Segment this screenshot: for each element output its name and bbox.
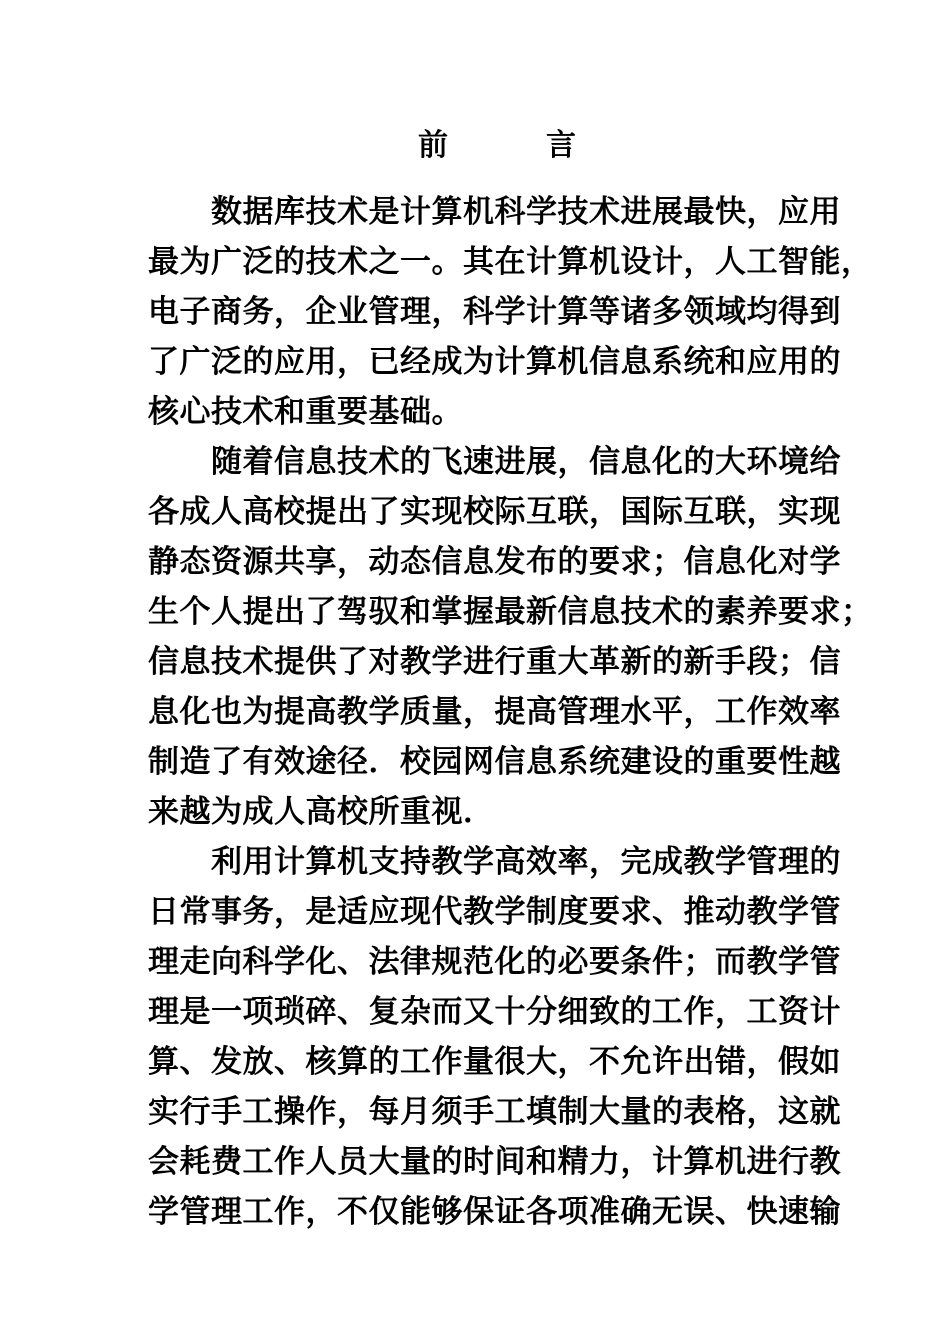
paragraph-2-line-3: 静态资源共享，动态信息发布的要求；信息化对学: [148, 544, 841, 580]
paragraph-3-line-4: 理是一项琐碎、复杂而又十分细致的工作，工资计: [148, 994, 841, 1030]
paragraph-2-line-4: 生个人提出了驾驭和掌握最新信息技术的素养要求；: [148, 594, 873, 630]
paragraph-1-line-3: 电子商务，企业管理，科学计算等诸多领域均得到: [148, 294, 841, 330]
paragraph-2-line-6: 息化也为提高教学质量，提高管理水平，工作效率: [148, 694, 841, 730]
paragraph-3-line-7: 会耗费工作人员大量的时间和精力，计算机进行教: [148, 1144, 841, 1180]
paragraph-1-line-1: 数据库技术是计算机科学技术进展最快，应用: [211, 194, 841, 230]
preface-title: [0, 122, 950, 172]
paragraph-2-line-8: 来越为成人高校所重视．: [148, 794, 495, 830]
paragraph-2-line-5: 信息技术提供了对教学进行重大革新的新手段；信: [148, 644, 841, 680]
paragraph-3-line-8: 学管理工作，不仅能够保证各项准确无误、快速输: [148, 1194, 841, 1230]
title-char-2: 言: [546, 128, 576, 163]
paragraph-3-line-5: 算、发放、核算的工作量很大，不允许出错，假如: [148, 1044, 841, 1080]
title-char-1: 前: [418, 128, 448, 163]
paragraph-3-line-2: 日常事务，是适应现代教学制度要求、推动教学管: [148, 894, 841, 930]
paragraph-1-line-4: 了广泛的应用，已经成为计算机信息系统和应用的: [148, 344, 841, 380]
paragraph-3-line-1: 利用计算机支持教学高效率，完成教学管理的: [211, 844, 841, 880]
paragraph-2-line-7: 制造了有效途径．校园网信息系统建设的重要性越: [148, 744, 841, 780]
paragraph-1-line-2: 最为广泛的技术之一。其在计算机设计，人工智能，: [148, 244, 873, 280]
paragraph-1-line-5: 核心技术和重要基础。: [148, 394, 463, 430]
paragraph-2-line-2: 各成人高校提出了实现校际互联，国际互联，实现: [148, 494, 841, 530]
paragraph-2-line-1: 随着信息技术的飞速进展，信息化的大环境给: [211, 444, 841, 480]
paragraph-3-line-3: 理走向科学化、法律规范化的必要条件；而教学管: [148, 944, 841, 980]
paragraph-3-line-6: 实行手工操作，每月须手工填制大量的表格，这就: [148, 1094, 841, 1130]
